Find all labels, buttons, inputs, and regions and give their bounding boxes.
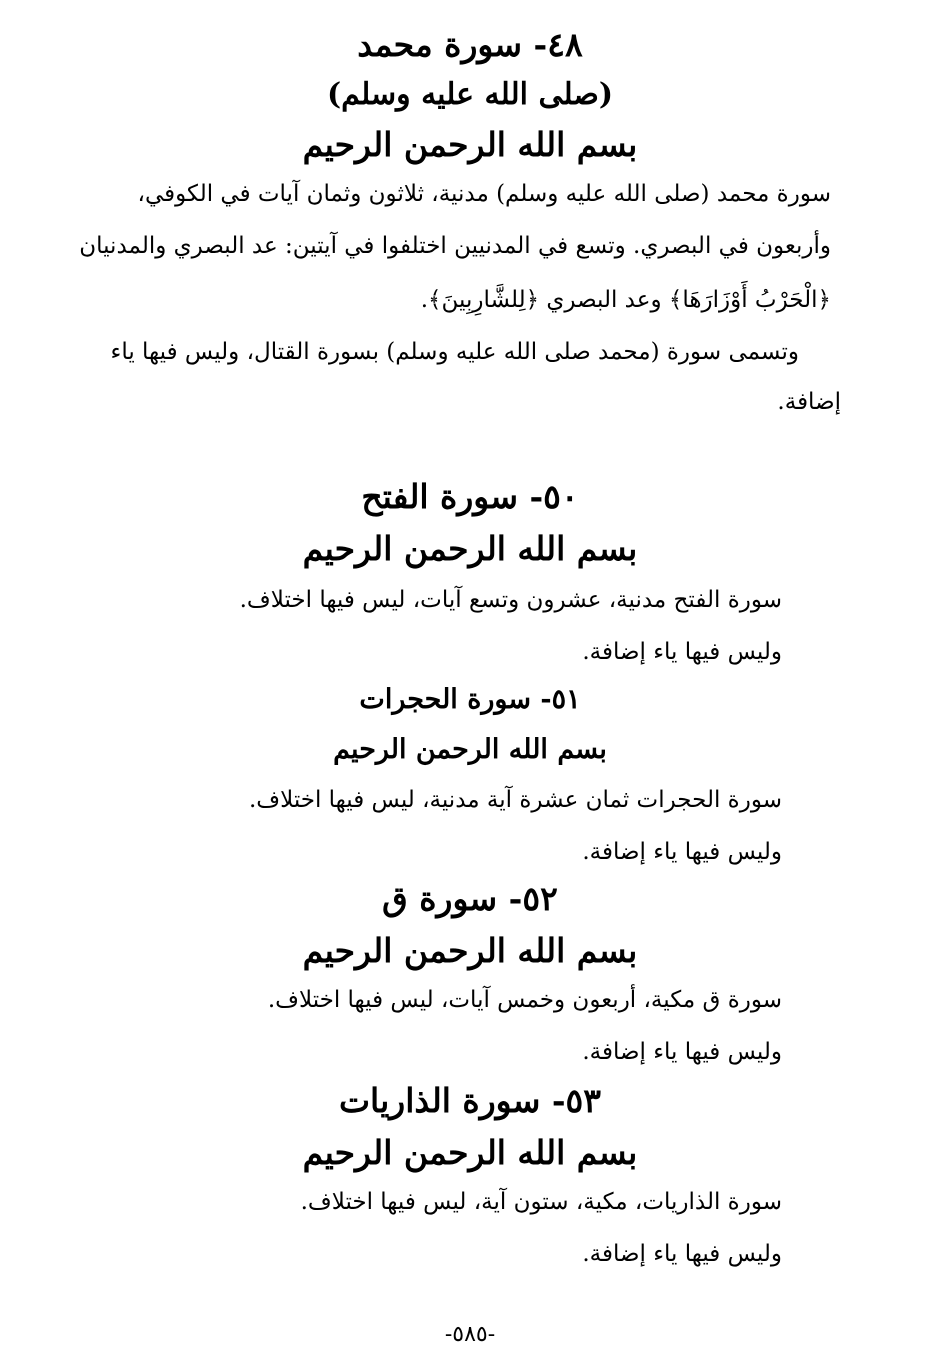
surah-48-basmala: بسم الله الرحمن الرحيم [302,125,638,164]
surah-52-text-line-1: سورة ق مكية، أربعون وخمس آيات، ليس فيها اختلاف. [267,987,782,1013]
surah-53-text-line-2: وليس فيها ياء إضافة. [582,1241,782,1267]
surah-48-text-line-1: سورة محمد (صلى الله عليه وسلم) مدنية، ثلاثون وثمان آيات في الكوفي، [137,181,831,207]
surah-51-text-line-1: سورة الحجرات ثمان عشرة آية مدنية، ليس فيها اختلاف. [248,787,782,813]
surah-50-basmala: بسم الله الرحمن الرحيم [302,529,638,568]
surah-53-title: ٥٣- سورة الذاريات [338,1081,601,1120]
surah-48-text-line-2: وأربعون في البصري. وتسع في المدنيين اختلفوا في آيتين: عد البصري والمدنيان [79,233,831,259]
surah-53-basmala: بسم الله الرحمن الرحيم [302,1133,638,1172]
surah-52-title: ٥٢- سورة ق [382,879,558,918]
surah-48-salutation: (صلى الله عليه وسلم) [326,77,614,112]
surah-48-title: ٤٨- سورة محمد [357,25,583,64]
surah-48-text-line-4: وتسمى سورة (محمد صلى الله عليه وسلم) بسورة القتال، وليس فيها ياء [110,339,799,365]
surah-51-basmala: بسم الله الرحمن الرحيم [333,734,607,765]
surah-51-text-line-2: وليس فيها ياء إضافة. [582,839,782,865]
surah-52-basmala: بسم الله الرحمن الرحيم [302,931,638,970]
surah-50-text-line-2: وليس فيها ياء إضافة. [582,639,782,665]
surah-48-text-line-3: ﴿الْحَرْبُ أَوْزَارَهَا﴾ وعد البصري ﴿لِلشَّارِبِينَ﴾. [420,287,831,313]
surah-48-text-line-5: إضافة. [777,389,841,415]
surah-51-title: ٥١- سورة الحجرات [359,684,581,715]
page-number: -٥٨٥- [444,1322,496,1347]
surah-53-text-line-1: سورة الذاريات، مكية، ستون آية، ليس فيها اختلاف. [300,1189,782,1215]
surah-52-text-line-2: وليس فيها ياء إضافة. [582,1039,782,1065]
surah-50-title: ٥٠- سورة الفتح [361,477,579,516]
surah-50-text-line-1: سورة الفتح مدنية، عشرون وتسع آيات، ليس فيها اختلاف. [239,587,782,613]
